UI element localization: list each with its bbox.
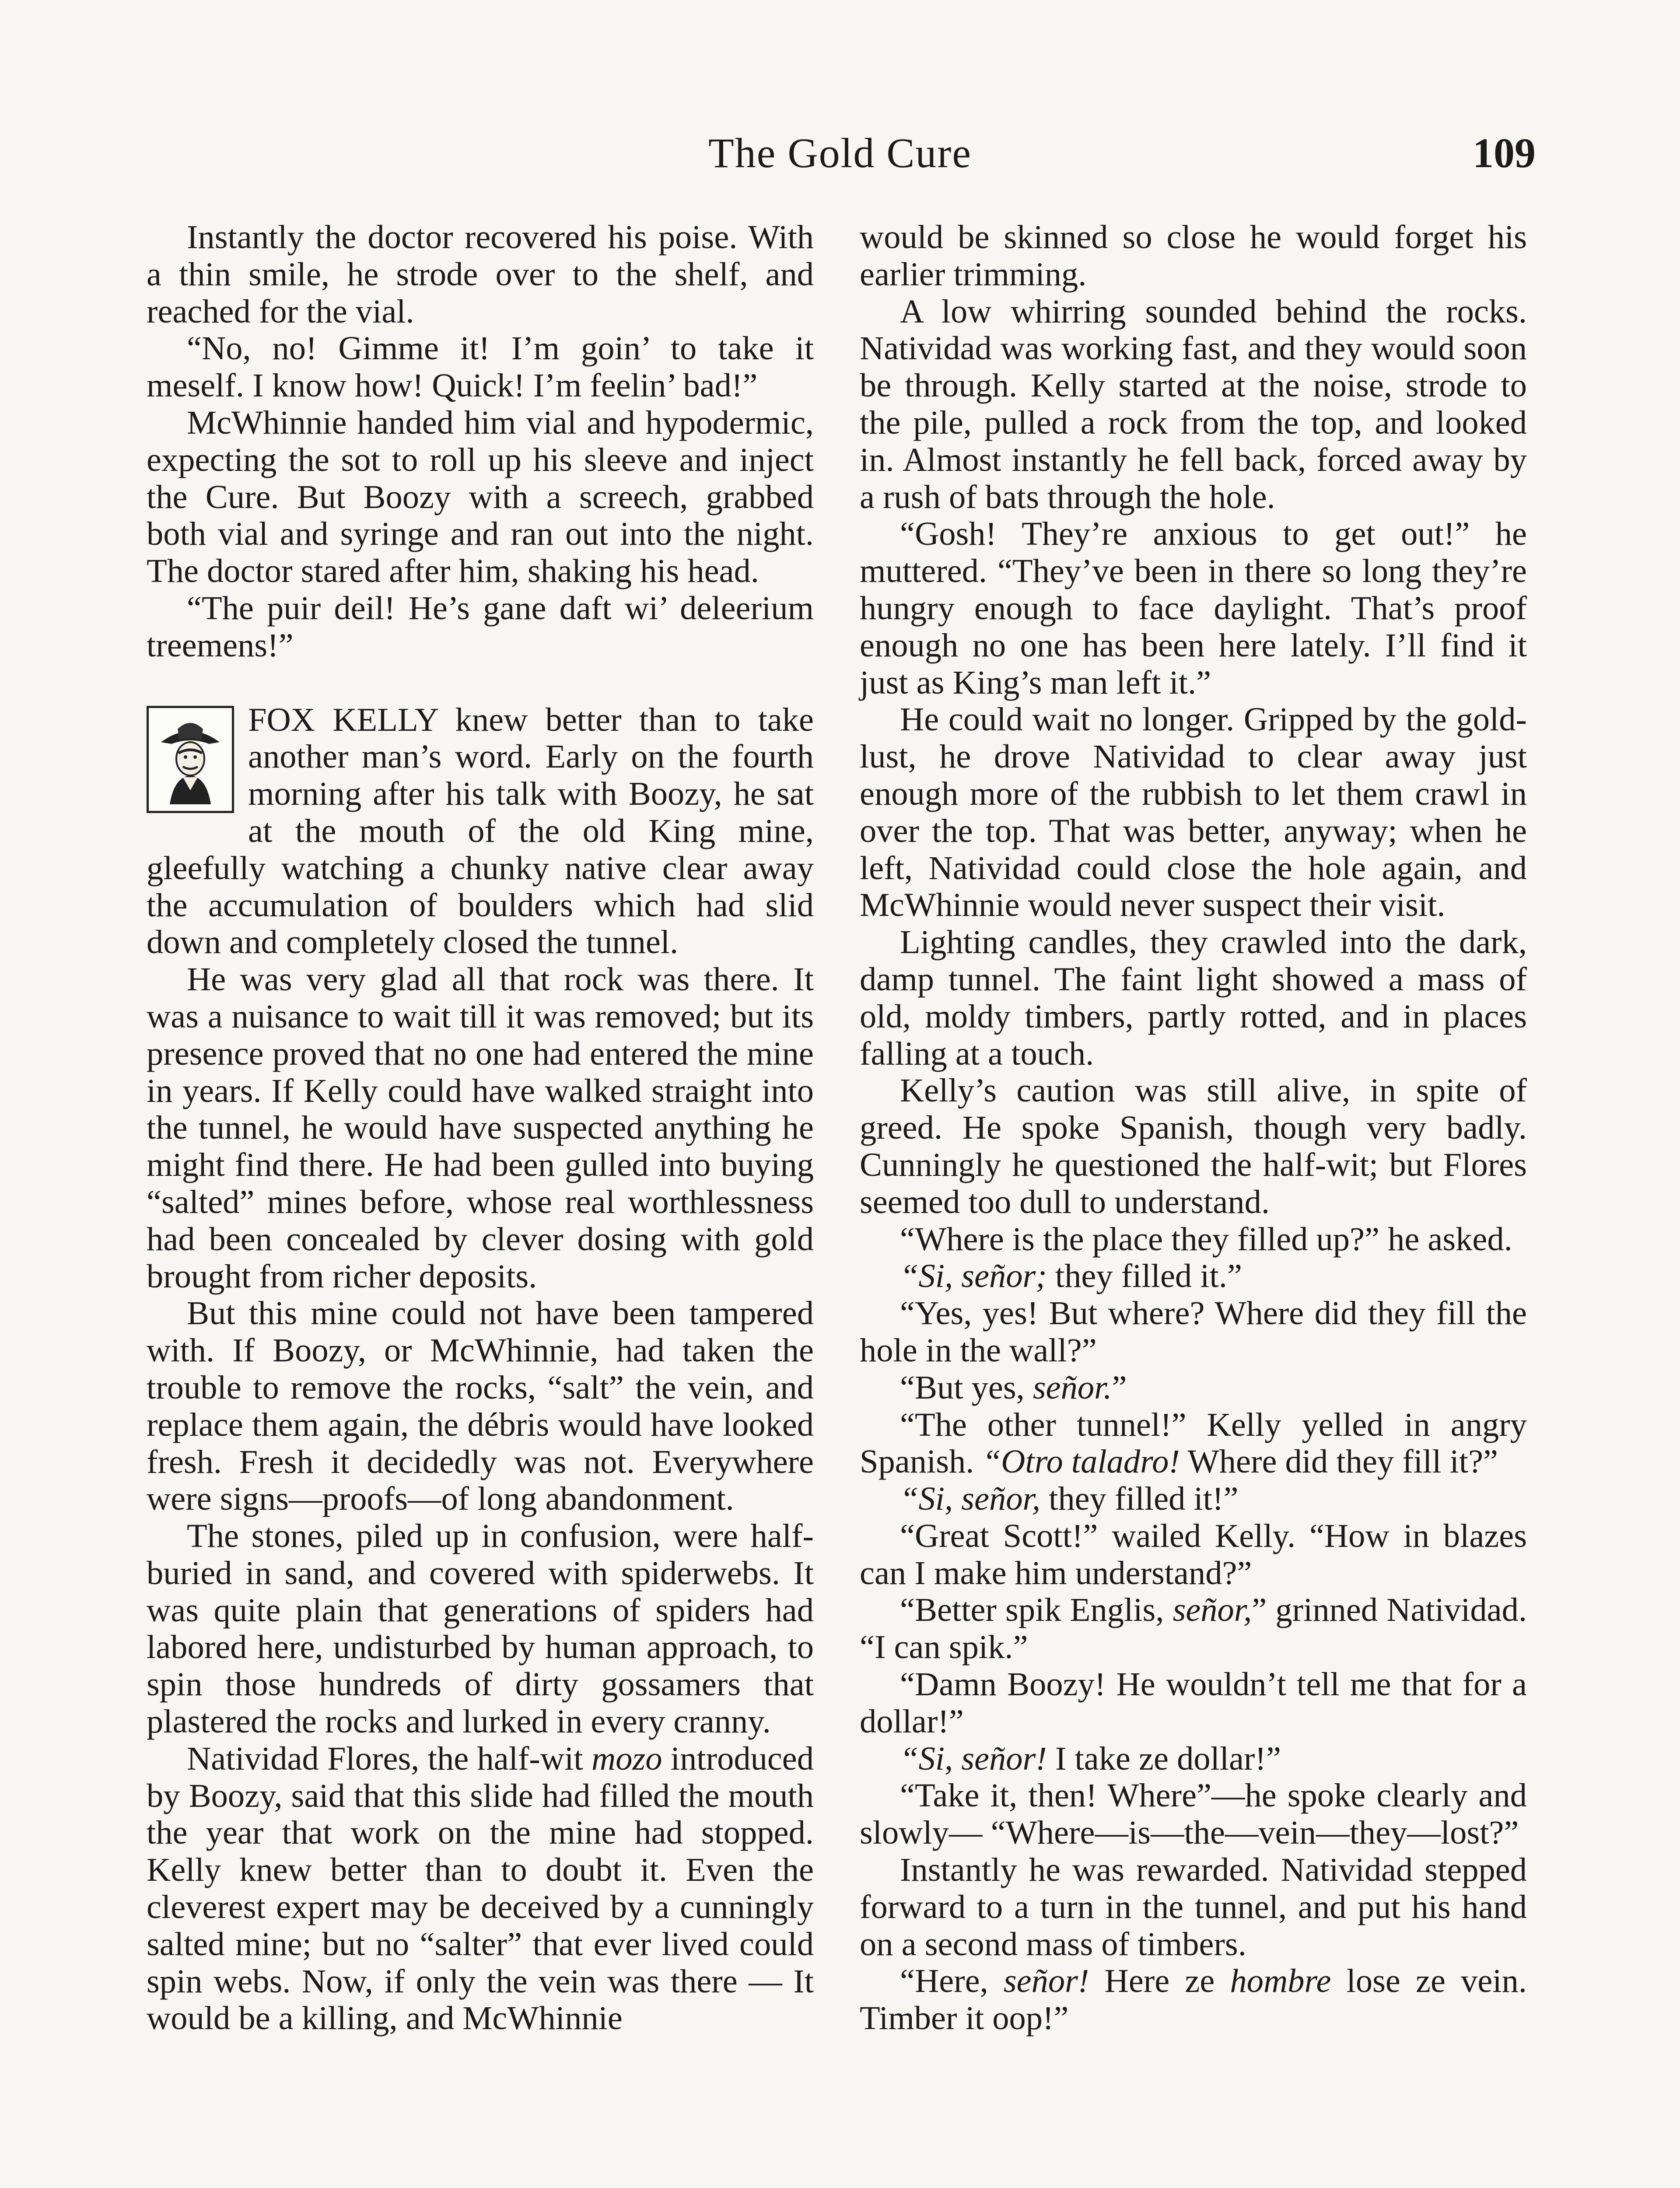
running-title: The Gold Cure bbox=[708, 130, 972, 176]
text-run: ” bbox=[1112, 1368, 1127, 1406]
paragraph bbox=[860, 1369, 1527, 1406]
paragraph: “Yes, yes! But where? Where did they fill the hole in the wall?” bbox=[860, 1294, 1527, 1369]
italic-run: hombre bbox=[1230, 1962, 1331, 2000]
italic-run: “Si, señor; bbox=[900, 1257, 1047, 1295]
text-run: I take ze dollar!” bbox=[1046, 1739, 1281, 1777]
paragraph bbox=[147, 1740, 814, 2037]
text-run: “Better spik Englis, bbox=[900, 1591, 1173, 1629]
paragraph bbox=[860, 1406, 1527, 1481]
paragraph: Instantly the doctor recovered his poise. With a thin smile, he strode over to the shelf, and reached for the vial. bbox=[147, 218, 814, 330]
paragraph: Instantly he was rewarded. Natividad stepped forward to a turn in the tunnel, and put his hand on a second mass of timbers. bbox=[860, 1851, 1527, 1963]
text-run: “Here, bbox=[900, 1962, 1004, 2000]
paragraph: FOX KELLY knew better than to take another man’s word. Early on the fourth morning after his talk with Boozy, he sat at the mouth of the old King mine, gleefully watching a chunky native clear away the accumulation of boulders which had slid down and completely closed the tunnel. bbox=[147, 701, 814, 961]
paragraph: Lighting candles, they crawled into the dark, damp tunnel. The faint light showed a mass of old, moldy timbers, partly rotted, and in places falling at a touch. bbox=[860, 923, 1527, 1072]
left-column bbox=[147, 219, 814, 2037]
italic-run: “Si, señor! bbox=[900, 1739, 1047, 1777]
paragraph: “Great Scott!” wailed Kelly. “How in blazes can I make him understand?” bbox=[860, 1517, 1527, 1592]
text-run: they filled it.” bbox=[1046, 1257, 1242, 1295]
paragraph: “Take it, then! Where”—he spoke clearly and slowly— “Where—is—the—vein—they—lost?” bbox=[860, 1777, 1527, 1851]
paragraph: “Where is the place they filled up?” he asked. bbox=[900, 1220, 1512, 1258]
paragraph bbox=[860, 1963, 1527, 2037]
italic-run: “Otro taladro! bbox=[982, 1443, 1180, 1480]
right-column bbox=[860, 219, 1527, 2037]
paragraph: A low whirring sounded behind the rocks. Natividad was working fast, and they would soon be through. Kelly started at the noise, strode to the pile, pulled a rock from the top, and looked in. Almost instantly he fell back, forced away by a rush of bats through the hole. bbox=[860, 292, 1527, 515]
text-run: lose ze vein. Timber it oop!” bbox=[860, 1962, 1527, 2037]
text-run: they filled it!” bbox=[1040, 1480, 1239, 1518]
text-run: Where did they fill it?” bbox=[1180, 1443, 1498, 1480]
paragraph: “The puir deil! He’s gane daft wi’ deleerium treemens!” bbox=[147, 589, 814, 664]
italic-run: mozo bbox=[591, 1739, 662, 1777]
paragraph: “Gosh! They’re anxious to get out!” he muttered. “They’ve been in there so long they’re hungry enough to face daylight. That’s proof enough no one has been here lately. I’ll find it just as King’s man left it.” bbox=[860, 515, 1527, 701]
paragraph: But this mine could not have been tampered with. If Boozy, or McWhinnie, had taken the trouble to remove the rocks, “salt” the vein, and replace them again, the débris would have looked fresh. Fresh it decidedly was not. Everywhere were signs—proofs—of long abandonment. bbox=[147, 1294, 814, 1518]
paragraph: The stones, piled up in confusion, were half-buried in sand, and covered with spiderwebs. It was quite plain that generations of spiders had labored here, undisturbed by human approach, to spin those hundreds of dirty gossamers that plastered the rocks and lurked in every cranny. bbox=[147, 1517, 814, 1740]
paragraph bbox=[860, 1740, 1527, 1778]
italic-run: señor. bbox=[1032, 1368, 1112, 1406]
italic-run: señor, bbox=[1172, 1591, 1252, 1629]
paragraph: Kelly’s caution was still alive, in spite of greed. He spoke Spanish, though very badly. Cunningly he questioned the half-wit; but Flores seemed too dull to understand. bbox=[860, 1072, 1527, 1220]
paragraph bbox=[860, 1258, 1527, 1295]
section-break bbox=[147, 664, 814, 961]
cowboy-portrait-drawing bbox=[152, 712, 228, 807]
page-number: 109 bbox=[1473, 130, 1536, 176]
text-run: “But yes, bbox=[900, 1368, 1033, 1406]
cowboy-portrait-icon bbox=[147, 706, 234, 813]
paragraph: “Damn Boozy! He wouldn’t tell me that for a dollar!” bbox=[860, 1666, 1527, 1740]
paragraph bbox=[860, 1592, 1527, 1666]
text-run: Here ze bbox=[1089, 1962, 1230, 2000]
paragraph: would be skinned so close he would forget his earlier trimming. bbox=[860, 218, 1527, 293]
text-run: Natividad Flores, the half-wit bbox=[187, 1739, 592, 1777]
italic-run: “Si, señor, bbox=[900, 1480, 1040, 1518]
text-run: introduced by Boozy, said that this slide had filled the mouth the year that work on the mine had stopped. Kelly knew better than to doubt it. Even the cleverest expert may be deceived by a cunningly salted mine; but no “salter” that ever lived could spin webs. Now, if only the vein was there — It would be a killing, and McWhinnie bbox=[147, 1739, 814, 2037]
paragraph: McWhinnie handed him vial and hypodermic, expecting the sot to roll up his sleeve and inject the Cure. But Boozy with a screech, grabbed both vial and syringe and ran out into the night. The doctor stared after him, shaking his head. bbox=[147, 403, 814, 590]
text-run: ” grinned Natividad. “I can spik.” bbox=[860, 1591, 1527, 1666]
page-header bbox=[144, 123, 1536, 184]
paragraph bbox=[860, 1480, 1527, 1518]
italic-run: señor! bbox=[1003, 1962, 1089, 2000]
text-run: “The other tunnel!” Kelly yelled in angry Spanish. bbox=[860, 1406, 1527, 1480]
paragraph: He was very glad all that rock was there. It was a nuisance to wait till it was removed; but its presence proved that no one had entered the mine in years. If Kelly could have walked straight into the tunnel, he would have suspected anything he might find there. He had been gulled into buying “salted” mines before, whose real worthlessness had been concealed by clever dosing with gold brought from richer deposits. bbox=[147, 961, 814, 1295]
paragraph: He could wait no longer. Gripped by the gold-lust, he drove Natividad to clear away just enough more of the rubbish to let them crawl in over the top. That was better, anyway; when he left, Natividad could close the hole again, and McWhinnie would never suspect their visit. bbox=[860, 701, 1527, 924]
paragraph: “No, no! Gimme it! I’m goin’ to take it meself. I know how! Quick! I’m feelin’ bad!” bbox=[147, 330, 814, 404]
